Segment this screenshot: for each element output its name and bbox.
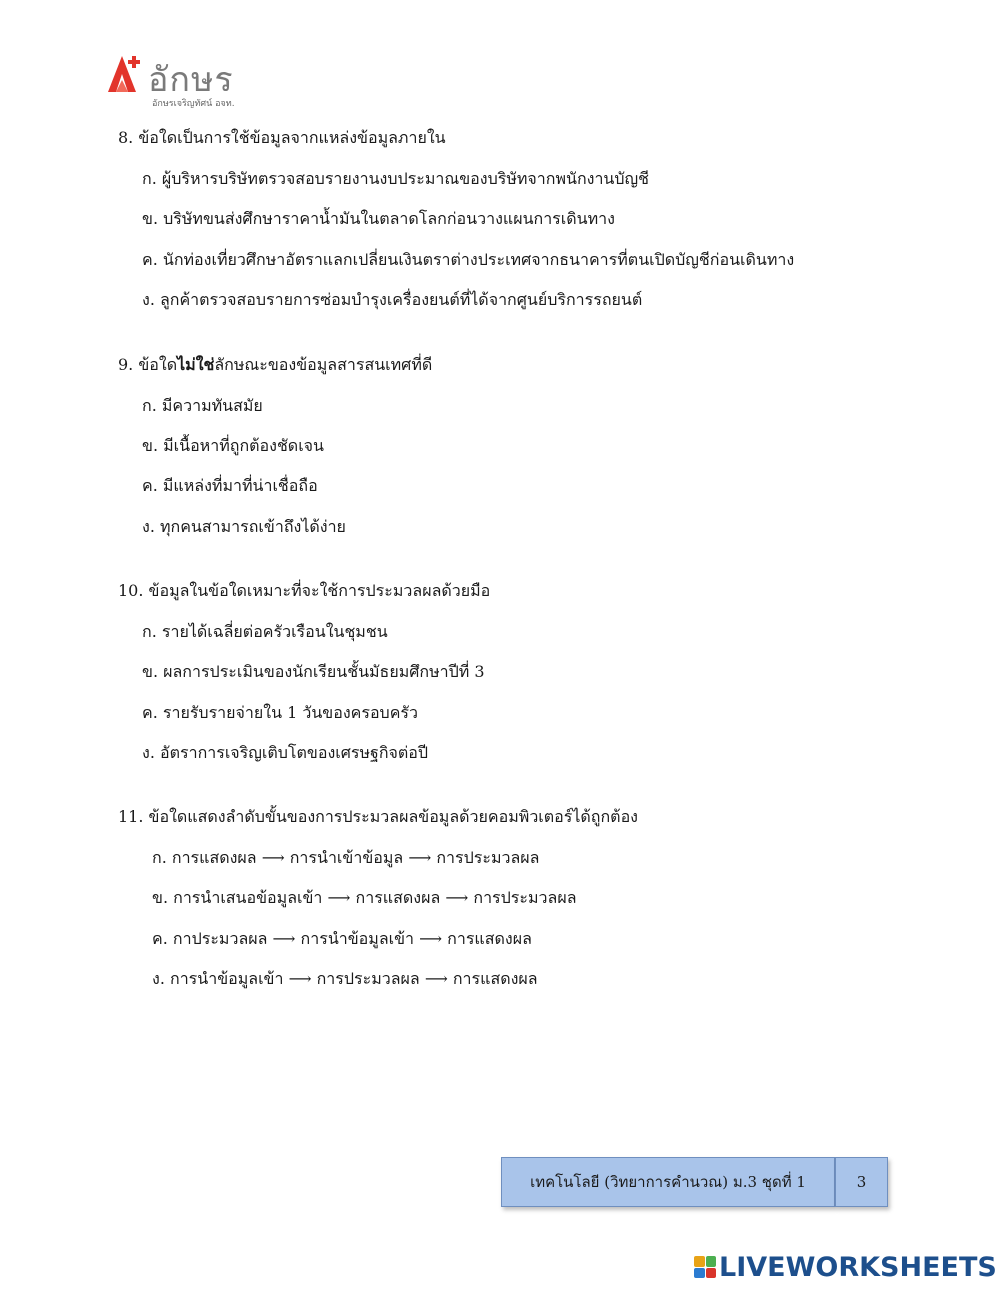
- step: การแสดงผล: [171, 848, 257, 867]
- question-9-stem-suffix: ลักษณะของข้อมูลสารสนเทศที่ดี: [214, 355, 433, 374]
- question-10-option-d[interactable]: ง. อัตราการเจริญเติบโตของเศรษฐกิจต่อปี: [142, 743, 429, 762]
- step: การแสดงผล: [452, 969, 538, 988]
- step: การนำเสนอข้อมูลเข้า: [173, 888, 323, 907]
- liveworksheets-wordmark: LIVEWORKSHEETS: [719, 1251, 997, 1283]
- step: การแสดงผล: [447, 929, 532, 948]
- arrow-right-icon: ⟶: [288, 969, 312, 988]
- page-number: 3: [835, 1157, 888, 1207]
- option-label: ข.: [152, 888, 169, 907]
- question-10-option-a[interactable]: ก. รายได้เฉลี่ยต่อครัวเรือนในชุมชน: [142, 622, 388, 641]
- arrow-right-icon: ⟶: [272, 929, 296, 948]
- option-label: ง.: [152, 969, 165, 988]
- question-10-option-c[interactable]: ค. รายรับรายจ่ายใน 1 วันของครอบครัว: [142, 703, 418, 722]
- question-9-option-d[interactable]: ง. ทุกคนสามารถเข้าถึงได้ง่าย: [142, 517, 346, 536]
- step: การประมวลผล: [436, 848, 540, 867]
- option-label: ก.: [152, 848, 167, 867]
- question-11-option-a[interactable]: [152, 846, 539, 871]
- step: การประมวลผล: [316, 969, 420, 988]
- question-11-option-b[interactable]: [152, 886, 577, 911]
- arrow-right-icon: ⟶: [261, 848, 285, 867]
- question-9-option-a[interactable]: ก. มีความทันสมัย: [142, 396, 263, 415]
- step: การนำข้อมูลเข้า: [300, 929, 415, 948]
- arrow-right-icon: ⟶: [327, 888, 351, 907]
- arrow-right-icon: ⟶: [445, 888, 469, 907]
- step: การนำเข้าข้อมูล: [289, 848, 404, 867]
- question-9-stem: [118, 353, 432, 378]
- arrow-right-icon: ⟶: [424, 969, 448, 988]
- question-10-option-b[interactable]: ข. ผลการประเมินของนักเรียนชั้นมัธยมศึกษาปีที่ 3: [142, 662, 485, 681]
- brand-subtitle: อักษรเจริญทัศน์ อจท.: [152, 99, 235, 109]
- question-9-option-b[interactable]: ข. มีเนื้อหาที่ถูกต้องชัดเจน: [142, 436, 324, 455]
- option-label: ค.: [152, 929, 168, 948]
- step: การประมวลผล: [473, 888, 577, 907]
- question-10-stem: 10. ข้อมูลในข้อใดเหมาะที่จะใช้การประมวลผลด้วยมือ: [118, 581, 491, 600]
- step: การแสดงผล: [355, 888, 441, 907]
- question-11-stem: 11. ข้อใดแสดงลำดับขั้นของการประมวลผลข้อมูลด้วยคอมพิวเตอร์ได้ถูกต้อง: [118, 807, 638, 826]
- liveworksheets-watermark: [694, 1250, 997, 1284]
- brand-name: อักษร: [148, 60, 234, 100]
- question-9-stem-prefix: 9. ข้อใด: [118, 355, 178, 374]
- arrow-right-icon: ⟶: [408, 848, 432, 867]
- step: การนำข้อมูลเข้า: [170, 969, 284, 988]
- question-8-option-c[interactable]: ค. นักท่องเที่ยวศึกษาอัตราแลกเปลี่ยนเงินตราต่างประเทศจากธนาคารที่ตนเปิดบัญชีก่อนเดินทาง: [142, 250, 795, 269]
- question-8-option-a[interactable]: ก. ผู้บริหารบริษัทตรวจสอบรายงานงบประมาณของบริษัทจากพนักงานบัญชี: [142, 169, 650, 188]
- question-8-option-d[interactable]: ง. ลูกค้าตรวจสอบรายการซ่อมบำรุงเครื่องยนต์ที่ได้จากศูนย์บริการรถยนต์: [142, 290, 643, 309]
- question-9-stem-emphasis: ไม่ใช่: [177, 355, 215, 374]
- question-8-option-b[interactable]: ข. บริษัทขนส่งศึกษาราคาน้ำมันในตลาดโลกก่อนวางแผนการเดินทาง: [142, 209, 615, 228]
- step: กาประมวลผล: [172, 929, 268, 948]
- question-8-stem: 8. ข้อใดเป็นการใช้ข้อมูลจากแหล่งข้อมูลภายใน: [118, 128, 446, 147]
- question-9-option-c[interactable]: ค. มีแหล่งที่มาที่น่าเชื่อถือ: [142, 476, 318, 495]
- liveworksheets-logo-icon: [694, 1256, 716, 1278]
- question-11-option-d[interactable]: [152, 967, 538, 992]
- arrow-right-icon: ⟶: [419, 929, 443, 948]
- question-11-option-c[interactable]: [152, 927, 532, 952]
- footer-course-title: เทคโนโลยี (วิทยาการคำนวณ) ม.3 ชุดที่ 1: [501, 1157, 835, 1207]
